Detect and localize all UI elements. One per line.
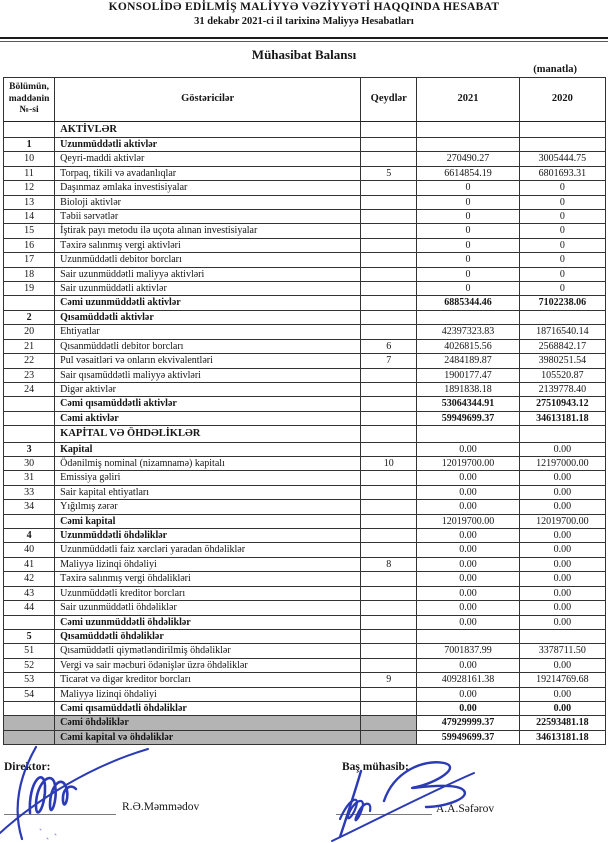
- row-value-2021: 0: [417, 210, 519, 224]
- row-number: 2: [4, 310, 55, 324]
- row-value-2021: [417, 310, 519, 324]
- table-row: [4, 238, 606, 252]
- row-number: 12: [4, 181, 55, 195]
- col-header-indicators: Göstəricilər: [55, 78, 361, 122]
- row-note: [361, 282, 417, 296]
- row-value-2020: [519, 426, 605, 443]
- row-number: 42: [4, 572, 55, 586]
- row-note: [361, 368, 417, 382]
- table-row: [4, 543, 606, 557]
- row-value-2020: 0.00: [519, 701, 605, 715]
- row-note: [361, 529, 417, 543]
- row-value-2021: [417, 121, 519, 138]
- table-row: [4, 253, 606, 267]
- row-value-2021: 0.00: [417, 687, 519, 701]
- table-row: [4, 442, 606, 456]
- accountant-name: A.A.Səfərov: [436, 803, 495, 815]
- balance-sheet-table: [3, 77, 606, 745]
- row-label: Cəmi qısamüddətli öhdəliklər: [55, 701, 361, 715]
- row-value-2020: 0.00: [519, 557, 605, 571]
- row-number: 10: [4, 152, 55, 166]
- table-row: [4, 138, 606, 152]
- row-value-2020: 0: [519, 253, 605, 267]
- row-label: Daşınmaz əmlaka investisiyalar: [55, 181, 361, 195]
- row-note: [361, 397, 417, 411]
- row-note: [361, 310, 417, 324]
- row-value-2021: 0.00: [417, 601, 519, 615]
- table-row: [4, 368, 606, 382]
- table-row: [4, 210, 606, 224]
- row-label: Cəmi uzunmüddətli aktivlər: [55, 296, 361, 310]
- row-note: [361, 471, 417, 485]
- row-number: [4, 730, 55, 744]
- row-label: Maliyyə lizinqi öhdəliyi: [55, 687, 361, 701]
- signature-area: [0, 753, 608, 843]
- row-label: Qeyri-maddi aktivlər: [55, 152, 361, 166]
- row-value-2020: 3005444.75: [519, 152, 605, 166]
- table-row: [4, 411, 606, 425]
- row-note: 7: [361, 354, 417, 368]
- row-number: 13: [4, 195, 55, 209]
- row-value-2021: 1891838.18: [417, 382, 519, 396]
- row-note: 8: [361, 557, 417, 571]
- table-row: [4, 514, 606, 528]
- table-row: [4, 426, 606, 443]
- row-value-2020: 0.00: [519, 442, 605, 456]
- row-label: Emissiya gəliri: [55, 471, 361, 485]
- row-value-2021: 0: [417, 238, 519, 252]
- row-label: Qısanmüddətli debitor borcları: [55, 339, 361, 353]
- row-label: KAPİTAL VƏ ÖHDƏLİKLƏR: [55, 426, 361, 443]
- row-value-2021: 40928161.38: [417, 673, 519, 687]
- row-number: [4, 716, 55, 730]
- row-number: 41: [4, 557, 55, 571]
- accountant-signature-line: [336, 814, 432, 815]
- row-value-2020: 0.00: [519, 586, 605, 600]
- row-value-2021: 0.00: [417, 557, 519, 571]
- row-label: Cəmi kapital: [55, 514, 361, 528]
- row-number: 24: [4, 382, 55, 396]
- row-number: 20: [4, 325, 55, 339]
- header-divider-thin: [0, 41, 608, 42]
- table-row: [4, 586, 606, 600]
- row-label: Cəmi kapital və öhdəliklər: [55, 730, 361, 744]
- row-label: Uzunmüddətli öhdəliklər: [55, 529, 361, 543]
- row-label: Ödənilmiş nominal (nizamnamə) kapitalı: [55, 457, 361, 471]
- row-value-2020: 0: [519, 238, 605, 252]
- row-note: [361, 658, 417, 672]
- row-value-2021: 0.00: [417, 500, 519, 514]
- row-label: Qısamüddətli öhdəliklər: [55, 629, 361, 643]
- director-name: R.Ə.Məmmədov: [122, 801, 200, 813]
- row-note: [361, 442, 417, 456]
- col-header-2020: 2020: [519, 78, 605, 122]
- row-number: 30: [4, 457, 55, 471]
- row-number: 3: [4, 442, 55, 456]
- row-number: [4, 426, 55, 443]
- table-row: [4, 485, 606, 499]
- row-label: Təxirə salınmış vergi aktivləri: [55, 238, 361, 252]
- row-value-2020: 0.00: [519, 529, 605, 543]
- row-number: 31: [4, 471, 55, 485]
- table-row: [4, 166, 606, 180]
- row-value-2021: [417, 629, 519, 643]
- table-row: [4, 730, 606, 744]
- row-value-2020: 0.00: [519, 687, 605, 701]
- row-value-2020: 105520.87: [519, 368, 605, 382]
- row-number: 21: [4, 339, 55, 353]
- row-note: [361, 121, 417, 138]
- row-value-2020: 0: [519, 267, 605, 281]
- row-note: [361, 296, 417, 310]
- row-note: [361, 152, 417, 166]
- row-value-2021: 0: [417, 282, 519, 296]
- row-label: Kapital: [55, 442, 361, 456]
- row-label: İştirak payı metodu ilə uçota alınan investisiyalar: [55, 224, 361, 238]
- row-note: [361, 500, 417, 514]
- row-number: 44: [4, 601, 55, 615]
- row-value-2020: [519, 629, 605, 643]
- row-label: Uzunmüddətli faiz xərcləri yaradan öhdəliklər: [55, 543, 361, 557]
- row-label: Digər aktivlər: [55, 382, 361, 396]
- row-label: Maliyyə lizinqi öhdəliyi: [55, 557, 361, 571]
- row-value-2021: 0: [417, 181, 519, 195]
- row-number: [4, 701, 55, 715]
- balance-table-body: [4, 121, 606, 745]
- director-label: Direktor:: [4, 761, 51, 773]
- row-value-2021: 2484189.87: [417, 354, 519, 368]
- balance-sheet-title: Mühasibat Balansı: [251, 47, 357, 62]
- row-note: [361, 687, 417, 701]
- table-row: [4, 500, 606, 514]
- table-row: [4, 471, 606, 485]
- row-label: Ticarət və digər kreditor borcları: [55, 673, 361, 687]
- row-number: 23: [4, 368, 55, 382]
- row-value-2021: 12019700.00: [417, 514, 519, 528]
- row-value-2021: 0.00: [417, 529, 519, 543]
- row-note: [361, 615, 417, 629]
- row-number: 15: [4, 224, 55, 238]
- row-note: [361, 601, 417, 615]
- row-value-2021: 0.00: [417, 658, 519, 672]
- row-value-2020: 0: [519, 195, 605, 209]
- row-value-2021: 0.00: [417, 701, 519, 715]
- row-label: Bioloji aktivlər: [55, 195, 361, 209]
- row-label: Yığılmış zərər: [55, 500, 361, 514]
- row-value-2021: 0.00: [417, 485, 519, 499]
- row-label: Cəmi qısamüddətli aktivlər: [55, 397, 361, 411]
- row-value-2020: 0: [519, 224, 605, 238]
- table-row: [4, 644, 606, 658]
- row-value-2021: 59949699.37: [417, 730, 519, 744]
- row-label: Sair uzunmüddətli aktivlər: [55, 282, 361, 296]
- row-value-2021: 0: [417, 253, 519, 267]
- row-number: 54: [4, 687, 55, 701]
- row-value-2020: 0.00: [519, 500, 605, 514]
- row-value-2020: [519, 121, 605, 138]
- row-value-2021: 12019700.00: [417, 457, 519, 471]
- header-divider-thick: [0, 37, 608, 39]
- row-label: Qısamüddətli qiymətləndirilmiş öhdəliklər: [55, 644, 361, 658]
- row-value-2020: 0: [519, 181, 605, 195]
- row-value-2021: 0: [417, 195, 519, 209]
- row-value-2020: 0.00: [519, 485, 605, 499]
- row-value-2021: 4026815.56: [417, 339, 519, 353]
- row-note: [361, 210, 417, 224]
- row-label: Sair kapital ehtiyatları: [55, 485, 361, 499]
- row-number: 53: [4, 673, 55, 687]
- row-value-2020: 0.00: [519, 543, 605, 557]
- row-value-2021: 0: [417, 224, 519, 238]
- table-row: [4, 121, 606, 138]
- row-note: [361, 138, 417, 152]
- row-value-2021: 0.00: [417, 543, 519, 557]
- row-value-2021: 0.00: [417, 471, 519, 485]
- row-value-2021: 0.00: [417, 615, 519, 629]
- row-number: [4, 411, 55, 425]
- table-row: [4, 296, 606, 310]
- row-value-2020: 0.00: [519, 615, 605, 629]
- row-value-2021: 1900177.47: [417, 368, 519, 382]
- row-value-2020: 19214769.68: [519, 673, 605, 687]
- row-note: [361, 701, 417, 715]
- table-row: [4, 181, 606, 195]
- row-value-2020: 7102238.06: [519, 296, 605, 310]
- table-row: [4, 195, 606, 209]
- row-number: 33: [4, 485, 55, 499]
- row-note: [361, 629, 417, 643]
- table-row: [4, 601, 606, 615]
- table-row: [4, 673, 606, 687]
- table-row: [4, 572, 606, 586]
- row-number: 22: [4, 354, 55, 368]
- table-row: [4, 529, 606, 543]
- row-label: AKTİVLƏR: [55, 121, 361, 138]
- table-row: [4, 354, 606, 368]
- row-note: [361, 730, 417, 744]
- row-value-2020: 22593481.18: [519, 716, 605, 730]
- row-value-2020: 27510943.12: [519, 397, 605, 411]
- row-note: 10: [361, 457, 417, 471]
- table-row: [4, 224, 606, 238]
- row-value-2021: 47929999.37: [417, 716, 519, 730]
- col-header-2021: 2021: [417, 78, 519, 122]
- row-label: Sair uzunmüddətli maliyyə aktivləri: [55, 267, 361, 281]
- row-value-2020: [519, 310, 605, 324]
- row-value-2021: 0.00: [417, 442, 519, 456]
- row-label: Təxirə salınmış vergi öhdəlikləri: [55, 572, 361, 586]
- table-row: [4, 310, 606, 324]
- director-signature-ink: [0, 741, 170, 843]
- row-value-2020: 0: [519, 210, 605, 224]
- chief-accountant-label: Baş mühasib:: [342, 761, 409, 773]
- row-number: 14: [4, 210, 55, 224]
- row-note: [361, 181, 417, 195]
- row-label: Pul vəsaitləri və onların ekvivalentləri: [55, 354, 361, 368]
- row-value-2020: 0.00: [519, 658, 605, 672]
- row-value-2021: 6885344.46: [417, 296, 519, 310]
- row-value-2021: [417, 138, 519, 152]
- row-number: [4, 514, 55, 528]
- row-value-2020: 3378711.50: [519, 644, 605, 658]
- row-number: 5: [4, 629, 55, 643]
- row-number: [4, 121, 55, 138]
- row-number: 43: [4, 586, 55, 600]
- row-note: [361, 325, 417, 339]
- row-number: 18: [4, 267, 55, 281]
- row-number: 4: [4, 529, 55, 543]
- row-number: 16: [4, 238, 55, 252]
- row-note: [361, 572, 417, 586]
- row-value-2020: [519, 138, 605, 152]
- table-row: [4, 282, 606, 296]
- row-number: 51: [4, 644, 55, 658]
- row-label: Sair qısamüddətli maliyyə aktivləri: [55, 368, 361, 382]
- row-value-2021: 42397323.83: [417, 325, 519, 339]
- row-number: 19: [4, 282, 55, 296]
- row-number: 40: [4, 543, 55, 557]
- table-row: [4, 267, 606, 281]
- row-value-2021: 0.00: [417, 586, 519, 600]
- table-row: [4, 658, 606, 672]
- row-value-2021: 270490.27: [417, 152, 519, 166]
- row-number: 1: [4, 138, 55, 152]
- row-number: 34: [4, 500, 55, 514]
- row-value-2020: 34613181.18: [519, 730, 605, 744]
- row-label: Təbii sərvətlər: [55, 210, 361, 224]
- row-value-2020: 0: [519, 282, 605, 296]
- row-note: [361, 382, 417, 396]
- row-note: [361, 238, 417, 252]
- table-row: [4, 701, 606, 715]
- row-note: [361, 426, 417, 443]
- row-note: [361, 485, 417, 499]
- table-row: [4, 397, 606, 411]
- row-label: Uzunmüddətli aktivlər: [55, 138, 361, 152]
- row-note: [361, 224, 417, 238]
- table-row: [4, 716, 606, 730]
- row-note: [361, 195, 417, 209]
- row-value-2020: 12197000.00: [519, 457, 605, 471]
- row-note: 6: [361, 339, 417, 353]
- row-note: 9: [361, 673, 417, 687]
- row-label: Uzunmüddətli debitor borcları: [55, 253, 361, 267]
- row-value-2021: 59949699.37: [417, 411, 519, 425]
- table-row: [4, 629, 606, 643]
- row-value-2020: 0.00: [519, 601, 605, 615]
- table-row: [4, 382, 606, 396]
- table-row: [4, 615, 606, 629]
- row-note: [361, 644, 417, 658]
- row-value-2021: 0.00: [417, 572, 519, 586]
- row-label: Sair uzunmüddətli öhdəliklər: [55, 601, 361, 615]
- row-number: [4, 615, 55, 629]
- row-label: Torpaq, tikili və avadanlıqlar: [55, 166, 361, 180]
- row-value-2020: 0.00: [519, 572, 605, 586]
- row-note: [361, 716, 417, 730]
- row-value-2020: 6801693.31: [519, 166, 605, 180]
- report-title: KONSOLİDƏ EDİLMİŞ MALİYYƏ VƏZİYYƏTİ HAQQINDA HESABAT: [108, 1, 500, 13]
- row-value-2021: [417, 426, 519, 443]
- table-row: [4, 457, 606, 471]
- row-label: Cəmi öhdəliklər: [55, 716, 361, 730]
- row-number: 11: [4, 166, 55, 180]
- currency-note: (manatla): [533, 64, 577, 75]
- row-value-2021: 53064344.91: [417, 397, 519, 411]
- row-label: Uzunmüddətli kreditor borcları: [55, 586, 361, 600]
- table-row: [4, 557, 606, 571]
- row-note: [361, 586, 417, 600]
- table-row: [4, 325, 606, 339]
- row-value-2020: 12019700.00: [519, 514, 605, 528]
- row-number: 17: [4, 253, 55, 267]
- col-header-section-number: Bölümün, maddənin №-si: [4, 78, 55, 122]
- row-note: [361, 514, 417, 528]
- row-value-2020: 0.00: [519, 471, 605, 485]
- row-value-2021: 0: [417, 267, 519, 281]
- director-signature-line: [4, 814, 116, 815]
- row-label: Ehtiyatlar: [55, 325, 361, 339]
- row-note: [361, 411, 417, 425]
- row-label: Cəmi aktivlər: [55, 411, 361, 425]
- row-value-2020: 2139778.40: [519, 382, 605, 396]
- row-note: 5: [361, 166, 417, 180]
- report-subtitle: 31 dekabr 2021-ci il tarixinə Maliyyə Hesabatları: [194, 16, 414, 27]
- row-number: 52: [4, 658, 55, 672]
- row-note: [361, 543, 417, 557]
- row-label: Vergi və sair məcburi ödənişlər üzrə öhdəliklər: [55, 658, 361, 672]
- row-number: [4, 296, 55, 310]
- row-value-2021: 6614854.19: [417, 166, 519, 180]
- row-label: Cəmi uzunmüddətli öhdəliklər: [55, 615, 361, 629]
- row-value-2020: 2568842.17: [519, 339, 605, 353]
- row-note: [361, 267, 417, 281]
- row-value-2020: 3980251.54: [519, 354, 605, 368]
- table-row: [4, 152, 606, 166]
- row-number: [4, 397, 55, 411]
- row-value-2021: 7001837.99: [417, 644, 519, 658]
- row-label: Qısamüddətli aktivlər: [55, 310, 361, 324]
- row-value-2020: 34613181.18: [519, 411, 605, 425]
- table-header-row: [4, 78, 606, 122]
- row-value-2020: 18716540.14: [519, 325, 605, 339]
- table-row: [4, 687, 606, 701]
- col-header-notes: Qeydlər: [361, 78, 417, 122]
- table-row: [4, 339, 606, 353]
- row-note: [361, 253, 417, 267]
